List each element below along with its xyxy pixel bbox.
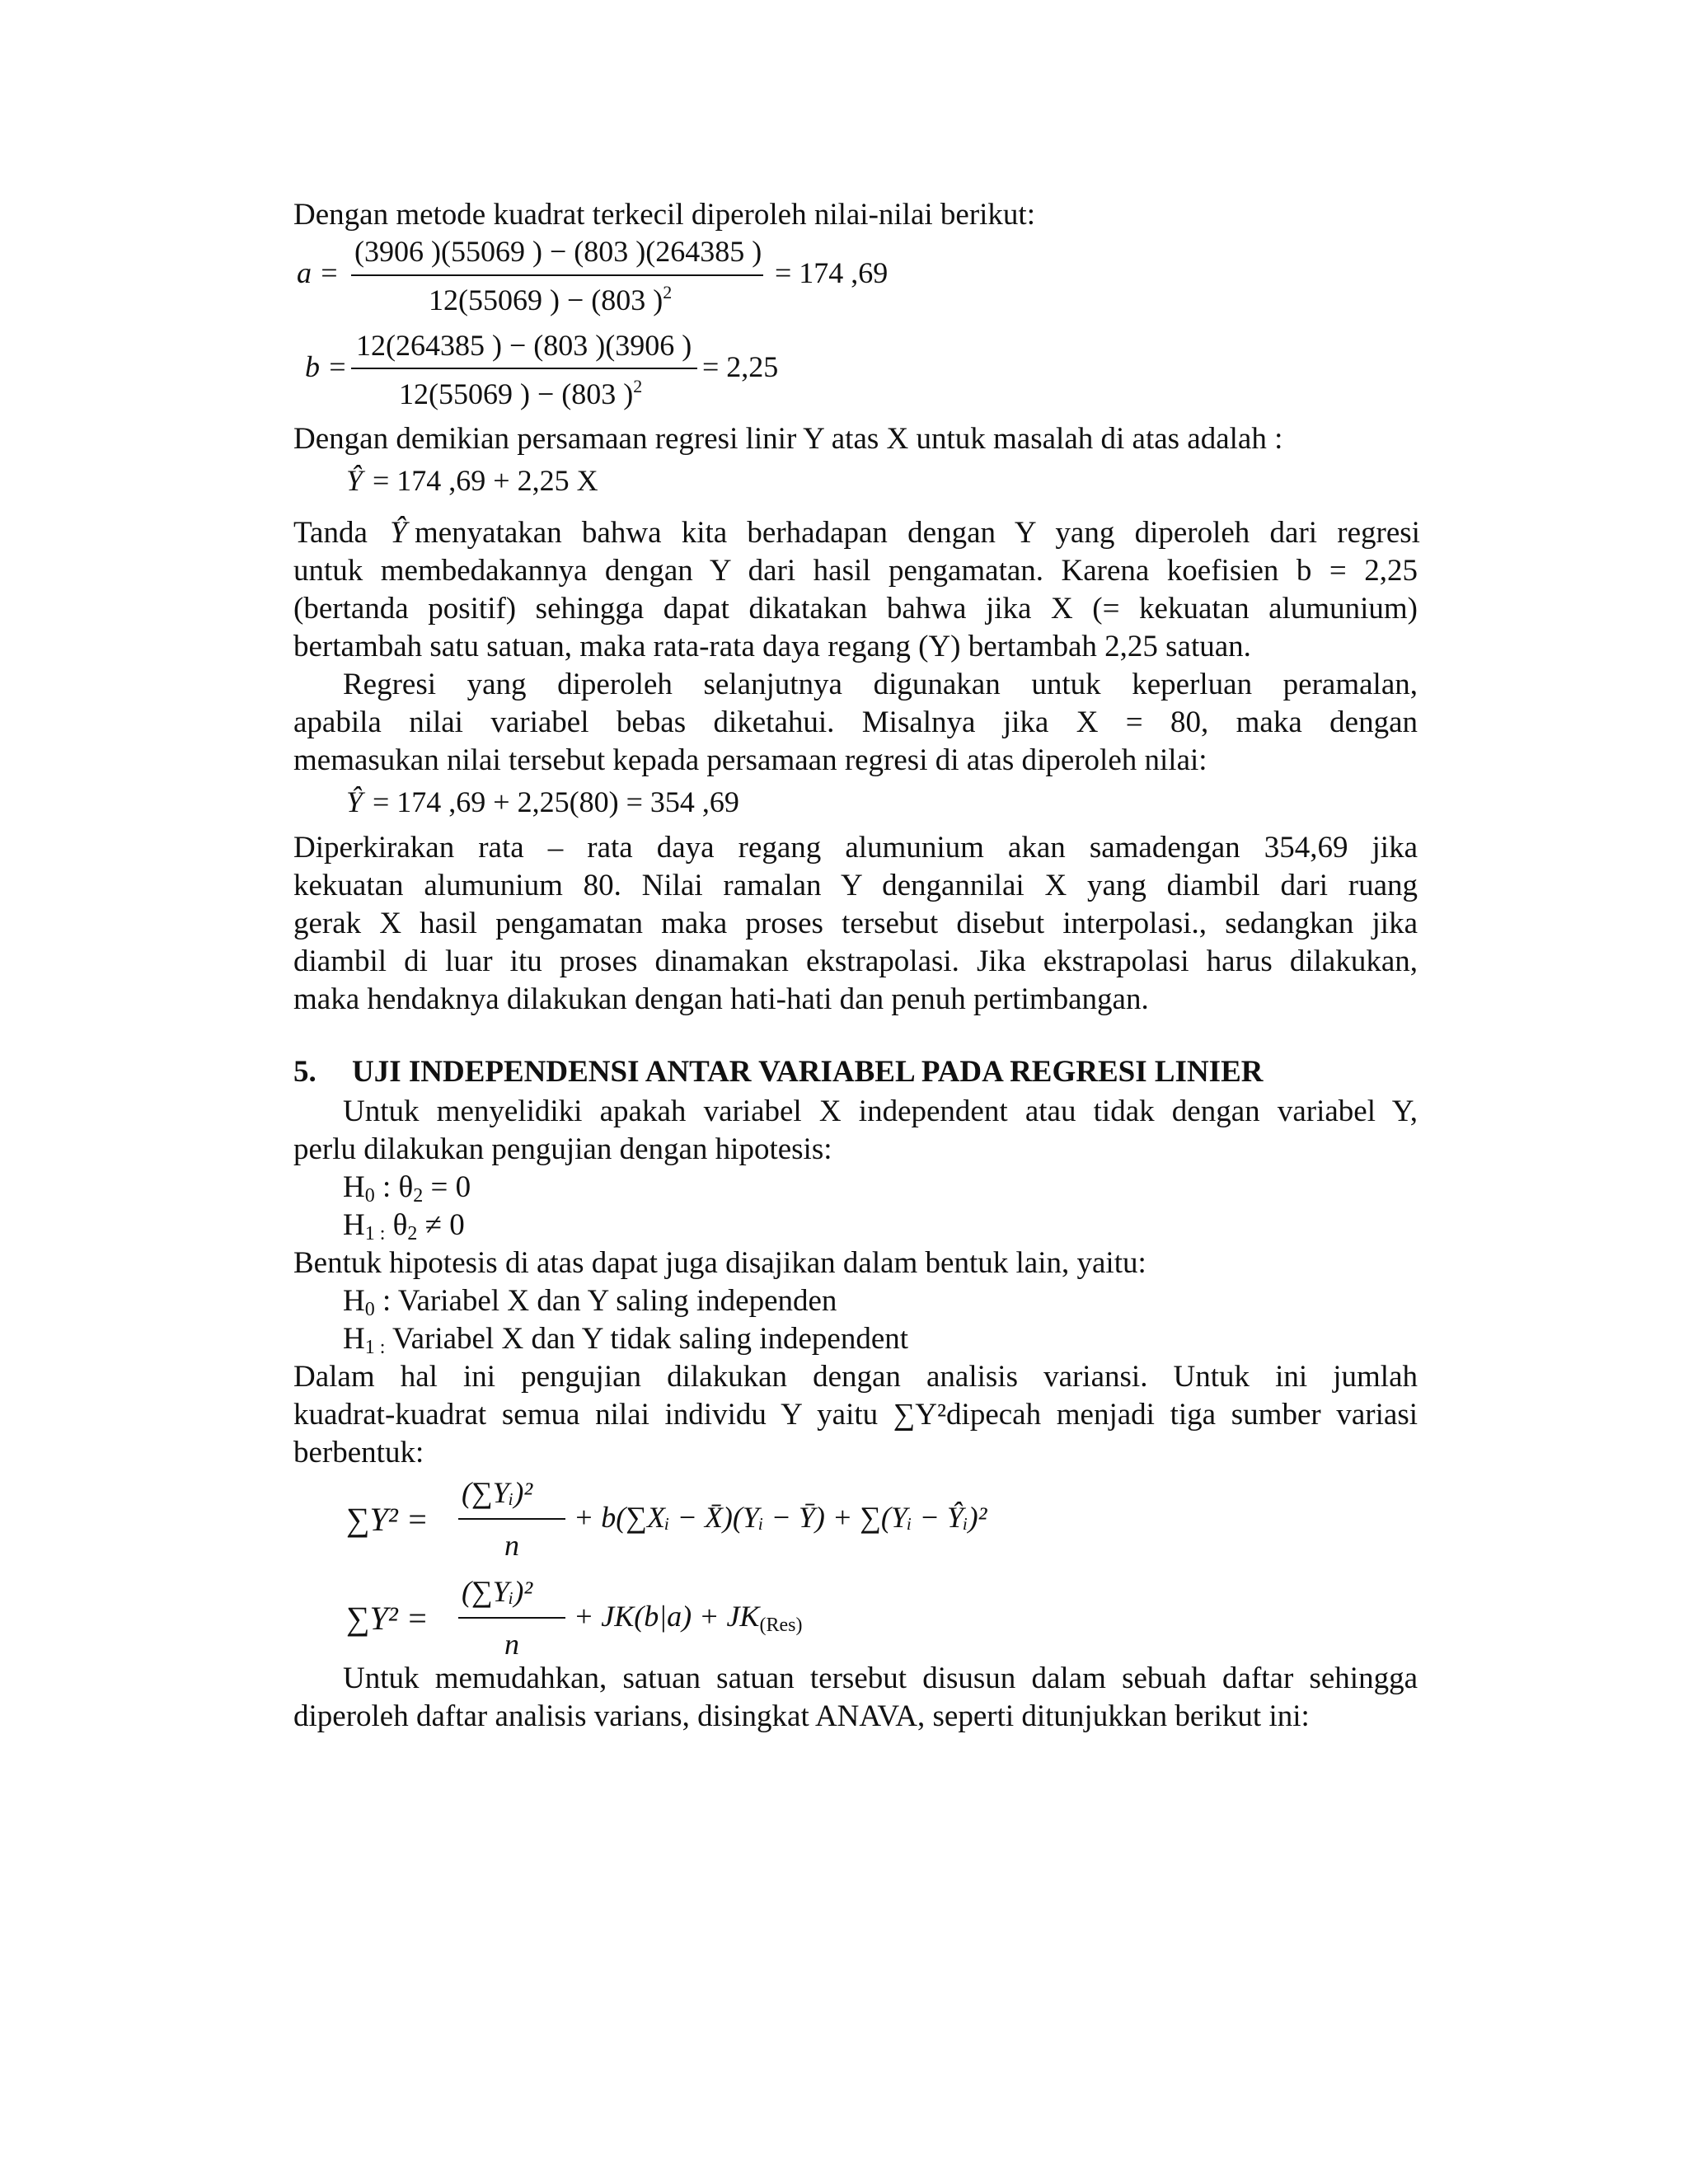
eq-a-denominator: 12(55069 ) − (803 )$^2$ <box>429 282 673 316</box>
hypothesis-h1-theta: $H_{1 :}$ $\theta_2 \ne 0$ <box>343 1208 465 1244</box>
paragraph-2-line-3: memasukan nilai tersebut kepada persamaan regresi di atas diperoleh nilai: <box>293 743 1207 777</box>
eq-sum1-denominator: n <box>504 1529 519 1562</box>
paragraph-5: Bentuk hipotesis di atas dapat juga disajikan dalam bentuk lain, yaitu: <box>293 1246 1146 1280</box>
eq-b-result: = 2,25 <box>702 350 779 383</box>
paragraph-1-line-1: Tanda Ŷ menyatakan bahwa kita berhadapan dengan Y yang diperoleh dari regresi <box>293 516 1420 550</box>
eq-sum1-fraction-bar <box>458 1518 565 1520</box>
eq-sum2-rhs: + $JK(b|a) + JK_{(Res)}$ <box>574 1600 803 1636</box>
paragraph-2-line-2: apabila nilai variabel bebas diketahui. Misalnya jika X = 80, maka dengan <box>293 705 1418 739</box>
eq-a-result: = 174 ,69 <box>775 256 889 289</box>
eq-pred-yhat: Ŷ <box>346 785 363 818</box>
paragraph-1-line-3: (bertanda positif) sehingga dapat dikatakan bahwa jika X (= kekuatan alumunium) <box>293 592 1418 626</box>
eq-reg-rhs: = 174 ,69 + 2,25 X <box>373 464 598 497</box>
paragraph-2-line-1: Regresi yang diperoleh selanjutnya digunakan untuk keperluan peramalan, <box>343 668 1418 701</box>
paragraph-4-line-2: perlu dilakukan pengujian dengan hipotesis: <box>293 1132 832 1166</box>
eq-reg-yhat: Ŷ <box>346 464 363 497</box>
intro-text: Dengan metode kuadrat terkecil diperoleh nilai-nilai berikut: <box>293 198 1035 232</box>
paragraph-3-line-5: maka hendaknya dilakukan dengan hati-hati dan penuh pertimbangan. <box>293 982 1149 1016</box>
hypothesis-h0-text: $H_0$ : Variabel X dan Y saling independen <box>343 1284 837 1320</box>
eq-a-fraction-bar <box>351 274 763 276</box>
hypothesis-h0-theta: $H_0$ : $\theta_2 = 0$ <box>343 1170 471 1207</box>
paragraph-6-line-1: Dalam hal ini pengujian dilakukan dengan analisis variansi. Untuk ini jumlah <box>293 1360 1418 1394</box>
hypothesis-h1-text: $H_{1 :}$ Variabel X dan Y tidak saling independent <box>343 1322 909 1358</box>
paragraph-6-line-2: kuadrat-kuadrat semua nilai individu Y yaitu ∑Y²dipecah menjadi tiga sumber variasi <box>293 1398 1418 1432</box>
eq-sum2-denominator: n <box>504 1628 519 1661</box>
eq-sum2-numerator: (∑Yᵢ)² <box>462 1575 533 1608</box>
paragraph-7-line-2: diperoleh daftar analisis varians, disingkat ANAVA, seperti ditunjukkan berikut ini: <box>293 1699 1310 1733</box>
eq-b-lhs: b = <box>305 350 348 383</box>
eq-b-numerator: 12(264385 ) − (803 )(3906 ) <box>356 329 692 362</box>
eq-b-fraction-bar <box>351 368 697 369</box>
paragraph-3-line-3: gerak X hasil pengamatan maka proses tersebut disebut interpolasi., sedangkan jika <box>293 907 1418 940</box>
paragraph-4-line-1: Untuk menyelidiki apakah variabel X independent atau tidak dengan variabel Y, <box>343 1094 1418 1128</box>
paragraph-1-line-4: bertambah satu satuan, maka rata-rata daya regang (Y) bertambah 2,25 satuan. <box>293 630 1251 663</box>
paragraph-3-line-2: kekuatan alumunium 80. Nilai ramalan Y dengannilai X yang diambil dari ruang <box>293 869 1418 902</box>
paragraph-persamaan: Dengan demikian persamaan regresi linir Y atas X untuk masalah di atas adalah : <box>293 422 1283 456</box>
eq-sum1-numerator: (∑Yᵢ)² <box>462 1476 533 1509</box>
paragraph-7-line-1: Untuk memudahkan, satuan satuan tersebut disusun dalam sebuah daftar sehingga <box>343 1661 1418 1695</box>
section-title: UJI INDEPENDENSI ANTAR VARIABEL PADA REGRESI LINIER <box>352 1055 1264 1089</box>
paragraph-3-line-1: Diperkirakan rata – rata daya regang alumunium akan samadengan 354,69 jika <box>293 831 1418 865</box>
eq-sum2-fraction-bar <box>458 1617 565 1619</box>
eq-a-lhs: a = <box>297 256 340 289</box>
eq-b-denominator: 12(55069 ) − (803 )$^2$ <box>399 376 643 410</box>
section-number: 5. <box>293 1055 316 1089</box>
eq-sum1-lhs: ∑Y² = <box>346 1501 429 1538</box>
yhat-symbol: Ŷ <box>390 516 407 550</box>
paragraph-6-line-3: berbentuk: <box>293 1436 424 1469</box>
eq-a-numerator: (3906 )(55069 ) − (803 )(264385 ) <box>354 235 762 268</box>
eq-sum2-lhs: ∑Y² = <box>346 1600 429 1637</box>
section-heading <box>293 1053 1263 1091</box>
tanda-word: Tanda <box>293 516 368 550</box>
eq-pred-rhs: = 174 ,69 + 2,25(80) = 354 ,69 <box>373 785 739 818</box>
paragraph-3-line-4: diambil di luar itu proses dinamakan ekstrapolasi. Jika ekstrapolasi harus dilakukan, <box>293 944 1418 978</box>
paragraph-1-line-2: untuk membedakannya dengan Y dari hasil pengamatan. Karena koefisien b = 2,25 <box>293 554 1418 588</box>
eq-sum1-rhs: + b(∑Xᵢ − X̄)(Yᵢ − Ȳ) + ∑(Yᵢ − Ŷᵢ)² <box>574 1501 987 1534</box>
